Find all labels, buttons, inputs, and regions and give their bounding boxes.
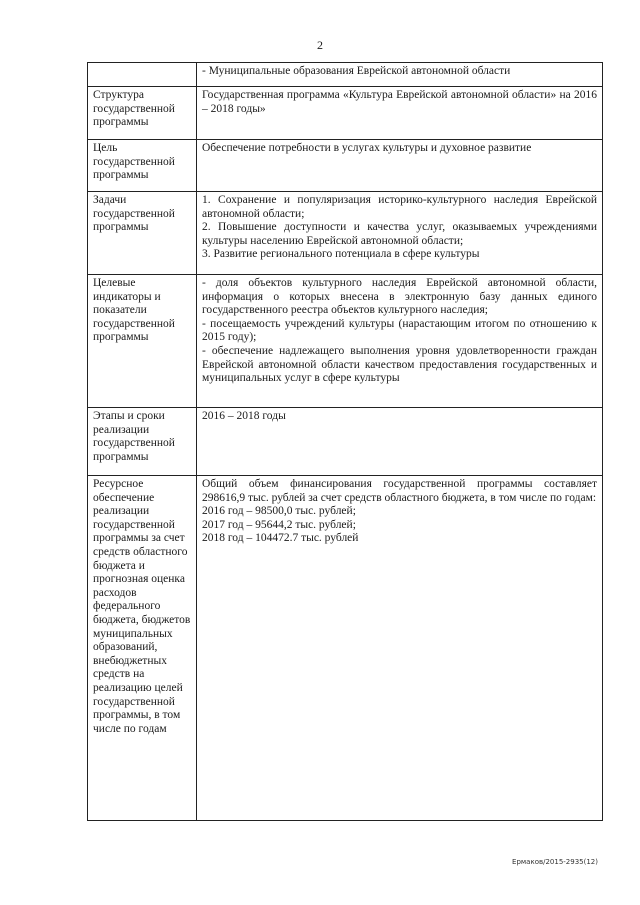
table-row-municipalities [88,63,603,87]
table-row-stages [88,408,603,476]
content-line: Государственная программа «Культура Еврейской автономной области» на 2016 – 2018 годы» [202,89,597,115]
content-line: - посещаемость учреждений культуры (нарастающим итогом по отношению к 2015 году); [202,317,597,344]
content-line: 2. Повышение доступности и качества услуг, оказываемых учреждениями культуры населению Еврейской автономной области; [202,221,597,247]
row-label: Задачи государственной программы [88,192,197,275]
table-row-tasks [88,192,603,275]
content-line: 3. Развитие регионального потенциала в сфере культуры [202,248,480,261]
program-passport-table [87,62,603,821]
content-line: 2016 – 2018 годы [202,410,286,422]
table-row-indicators [88,275,603,408]
row-content [197,63,603,87]
row-content [197,87,603,140]
content-line: - доля объектов культурного наследия Еврейской автономной области, информация о которых внесена в электронную базу данных единого государственного реестра объектов культурного наследия; [202,277,597,317]
table-row-structure [88,87,603,140]
row-label: Целевые индикаторы и показатели государственной программы [88,275,197,408]
document-registration-code: Ермаков/2015-2935(12) [512,858,598,866]
content-line: 2018 год – 104472.7 тыс. рублей [202,532,359,545]
content-line: Обеспечение потребности в услугах культуры и духовное развитие [202,142,532,154]
page-number: 2 [317,38,323,52]
row-content [197,408,603,476]
row-label: Ресурсное обеспечение реализации государственной программы за счет средств областного бюджета и прогнозная оценка расходов федерального бюджета, бюджетов муниципальных образований, внебюджетных средств на реализацию целей государственной программы, в том числе по годам [88,476,197,821]
content-line: 1. Сохранение и популяризация историко-культурного наследия Еврейской автономной области; [202,194,597,220]
row-content [197,192,603,275]
content-line: 2016 год – 98500,0 тыс. рублей; [202,505,356,518]
row-content [197,140,603,192]
row-label: Этапы и сроки реализации государственной программы [88,408,197,476]
content-line: 2017 год – 95644,2 тыс. рублей; [202,518,356,531]
row-content [197,275,603,408]
content-line: - обеспечение надлежащего выполнения уровня удовлетворенности граждан Еврейской автономной области качеством предоставления государственных и муниципальных услуг в сфере культуры [202,344,597,385]
row-label: Цель государственной программы [88,140,197,192]
row-content [197,476,603,821]
content-line: Общий объем финансирования государственной программы составляет 298616,9 тыс. рублей за счет средств областного бюджета, в том числе по годам: [202,478,597,504]
row-label: Структура государственной программы [88,87,197,140]
row-label [88,63,197,87]
content-line: - Муниципальные образования Еврейской автономной области [202,65,511,77]
table-row-goal [88,140,603,192]
table-row-resources [88,476,603,821]
